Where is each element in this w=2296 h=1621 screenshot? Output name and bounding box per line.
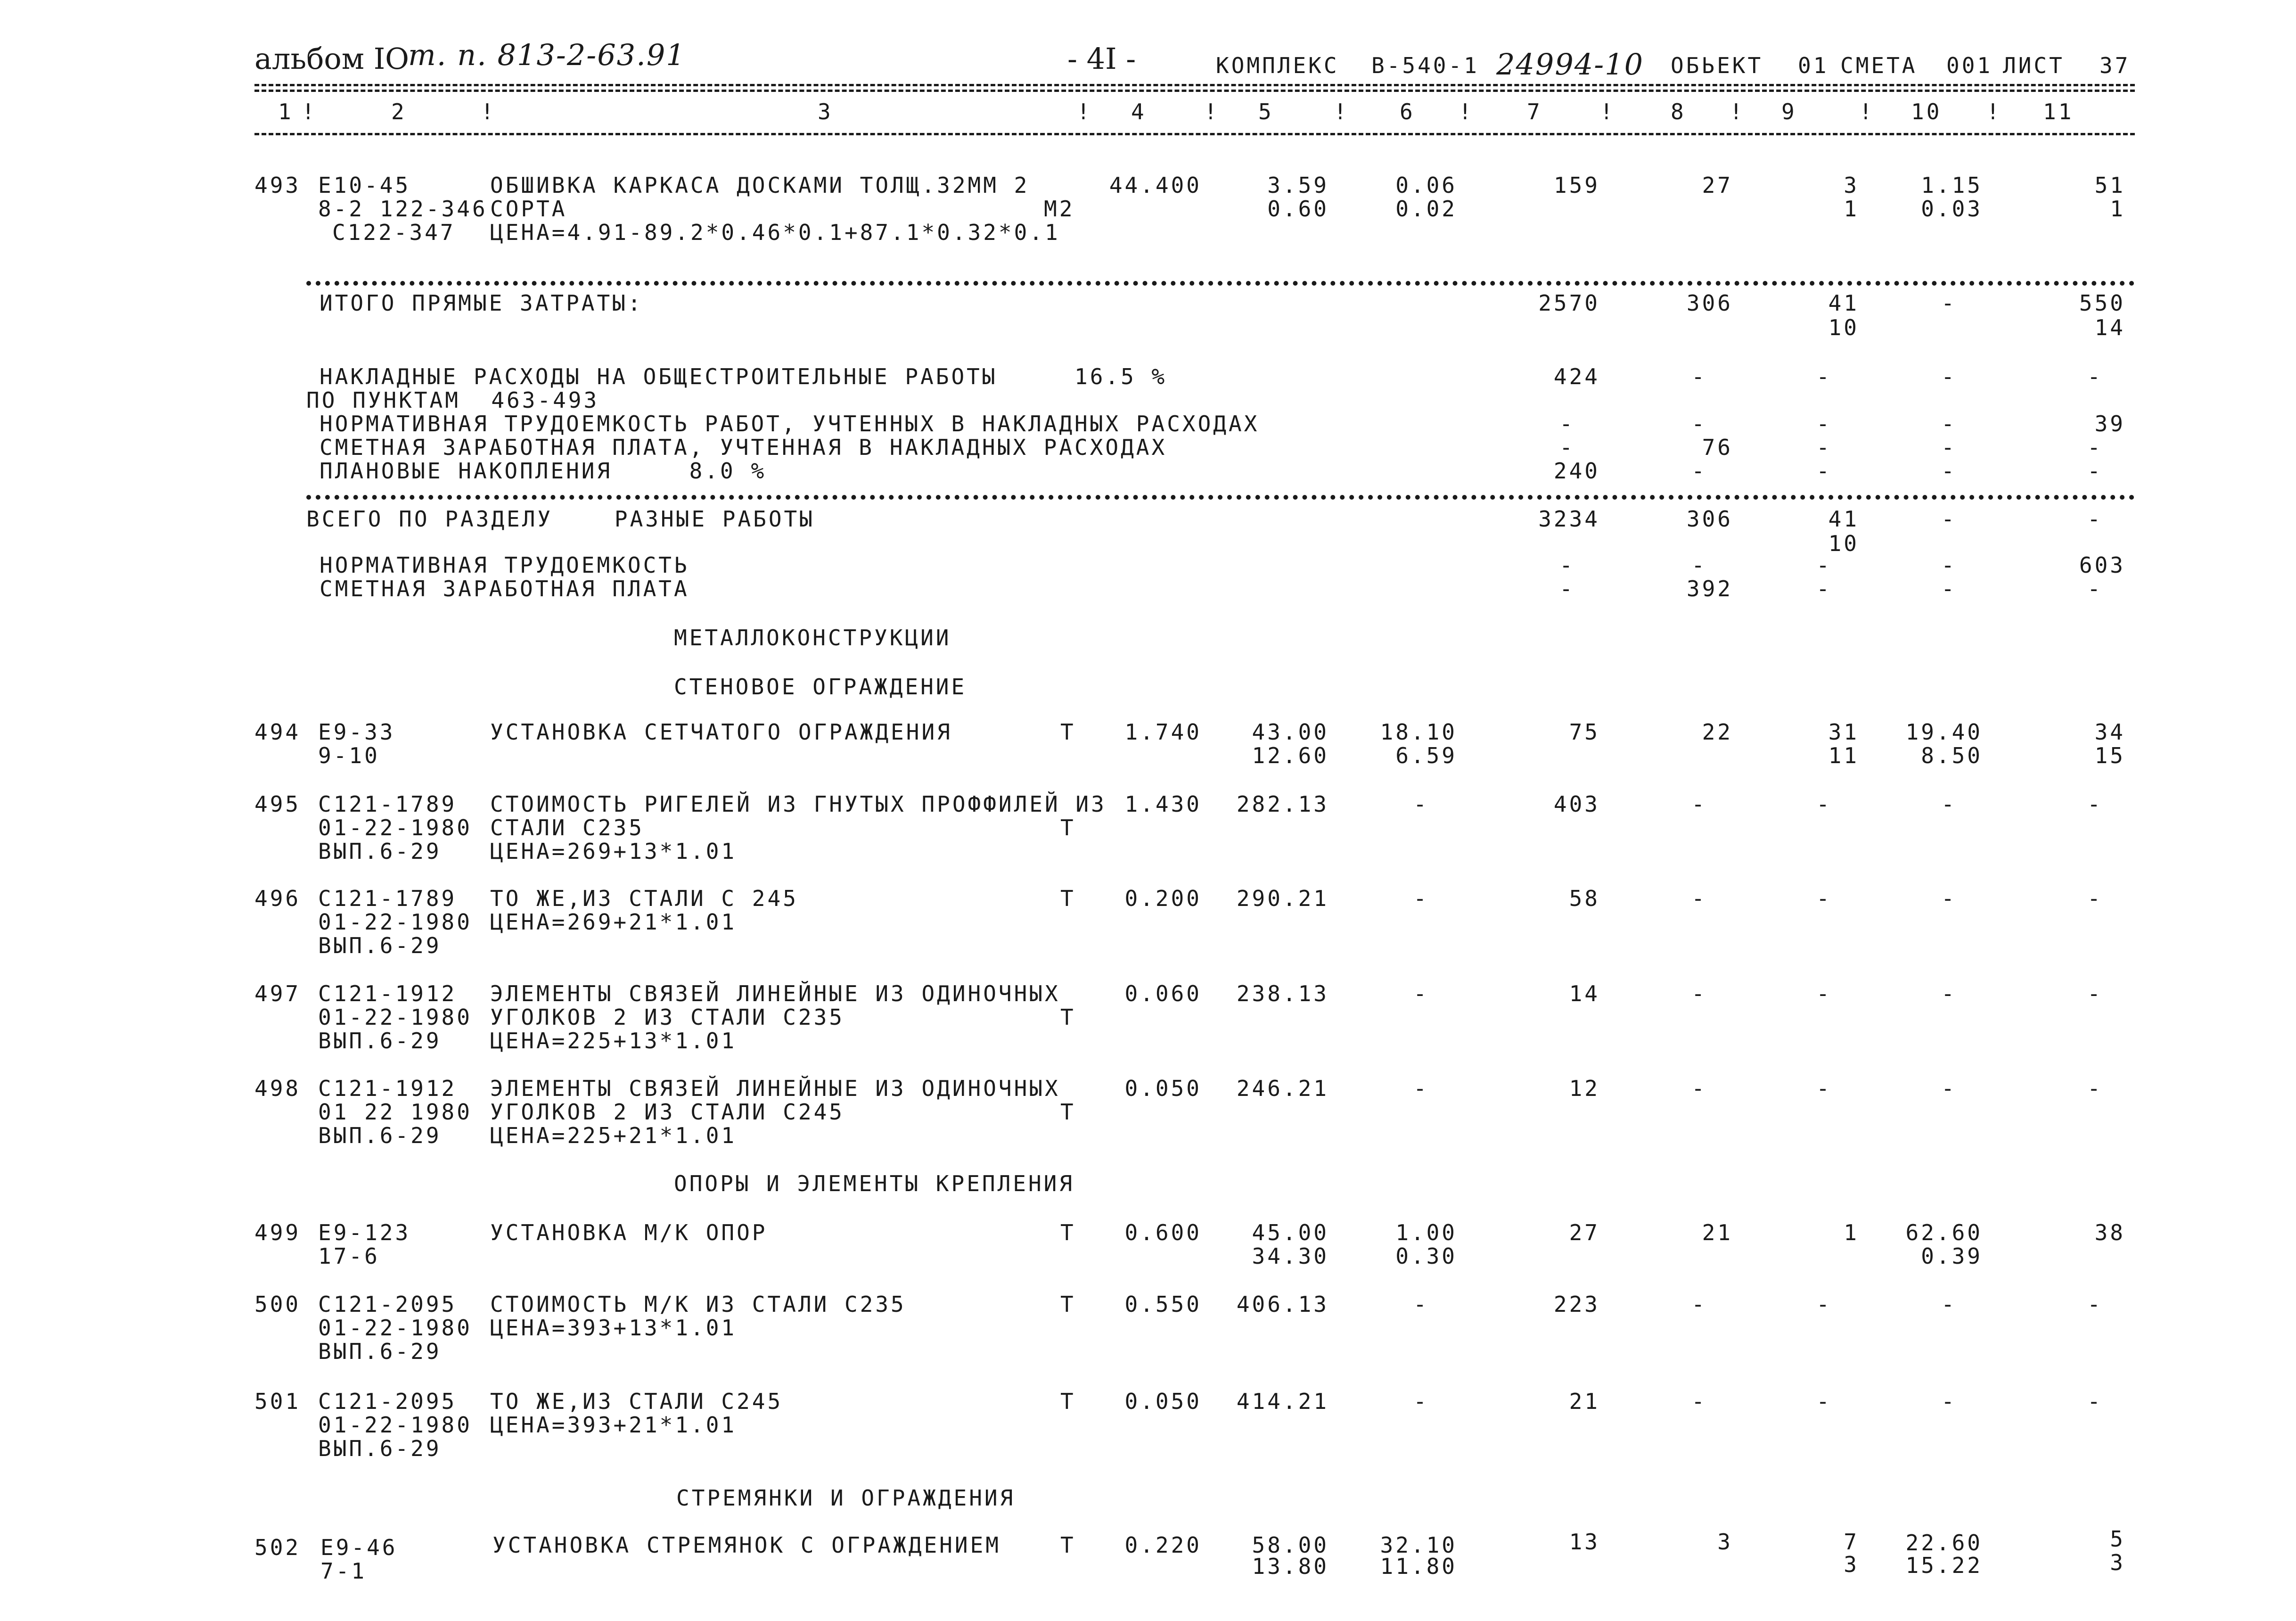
row-qty: 0.060 (1124, 981, 1202, 1006)
row-c11: 38 (2094, 1220, 2125, 1245)
row-c11: - (2087, 981, 2103, 1006)
tp-code: т. п. 813-2-63.91 (408, 38, 686, 72)
row-c8: 21 (1702, 1220, 1733, 1245)
row-code: Е10-45 (318, 173, 411, 198)
row-code: С122-347 (332, 220, 456, 245)
row-c9: - (1816, 1292, 1832, 1317)
row-qty: 0.550 (1124, 1292, 1202, 1317)
row-code: Е9-33 (318, 719, 395, 745)
row-c11: - (2087, 1292, 2103, 1317)
total-c9: 10 (1828, 315, 1859, 340)
row-c6: 0.30 (1395, 1243, 1457, 1269)
row-desc: ЭЛЕМЕНТЫ СВЯЗЕЙ ЛИНЕЙНЫЕ ИЗ ОДИНОЧНЫХ (490, 1076, 1060, 1101)
col-header-8: 8 (1671, 99, 1686, 124)
row-c7: 403 (1553, 791, 1600, 817)
row-number: 496 (254, 886, 301, 911)
col-header-6: 6 (1400, 99, 1415, 124)
row-qty: 0.600 (1124, 1220, 1202, 1245)
row-c10: 62.60 (1905, 1220, 1983, 1245)
col-sep: ! (302, 99, 317, 124)
row-c5: 406.13 (1236, 1292, 1329, 1317)
row-desc: ЦЕНА=225+13*1.01 (490, 1028, 737, 1053)
row-desc: ЭЛЕМЕНТЫ СВЯЗЕЙ ЛИНЕЙНЫЕ ИЗ ОДИНОЧНЫХ (490, 981, 1060, 1006)
row-c6: - (1413, 791, 1429, 817)
row-c5: 290.21 (1236, 886, 1329, 911)
col-header-1: 1 (278, 99, 294, 124)
row-code: ВЫП.6-29 (318, 839, 442, 864)
col-header-7: 7 (1527, 99, 1542, 124)
row-c8: - (1691, 1389, 1707, 1414)
section-c7: 3234 (1538, 506, 1600, 532)
row-c5: 34.30 (1252, 1243, 1329, 1269)
page-number: - 4I - (1067, 41, 1136, 76)
row-c7: 58 (1569, 886, 1600, 911)
row-qty: 0.050 (1124, 1389, 1202, 1414)
row-c9: - (1816, 886, 1832, 911)
row-c9: 11 (1828, 743, 1859, 768)
row-c11: - (2087, 1076, 2103, 1101)
col-header-4: 4 (1131, 99, 1147, 124)
row-code: С121-1789 (318, 791, 457, 817)
row-c11: 3 (2110, 1550, 2125, 1575)
section-label: ВСЕГО ПО РАЗДЕЛУ РАЗНЫЕ РАБОТЫ (306, 506, 815, 532)
row-c6: - (1413, 1076, 1429, 1101)
row-code: Е9-123 (318, 1220, 411, 1245)
row-c5: 45.00 (1252, 1220, 1329, 1245)
row-code: С121-1912 (318, 981, 457, 1006)
row-unit: Т (1060, 719, 1076, 745)
row-c8: - (1691, 886, 1707, 911)
total-c8: 306 (1686, 290, 1733, 316)
section-heading-wall: СТЕНОВОЕ ОГРАЖДЕНИЕ (674, 674, 967, 699)
row-code: 01-22-1980 (318, 815, 472, 840)
smeta-label: СМЕТА (1840, 53, 1918, 78)
rule-top (254, 84, 2135, 86)
col-sep: ! (1204, 99, 1220, 124)
section-c11: - (2087, 506, 2103, 532)
complex-label: КОМПЛЕКС (1216, 53, 1339, 78)
total-c11: 550 (2079, 290, 2125, 316)
row-c10: - (1941, 1076, 1957, 1101)
savings-c11: - (2087, 458, 2103, 484)
row-c7: 14 (1569, 981, 1600, 1006)
section-c10: - (1941, 506, 1957, 532)
overhead-c9: - (1816, 364, 1832, 389)
row-c6: 32.10 (1380, 1532, 1457, 1558)
row-unit: М2 (1044, 196, 1075, 222)
row-c11: 51 (2094, 173, 2125, 198)
row-desc: СТОИМОСТЬ М/К ИЗ СТАЛИ С235 (490, 1292, 906, 1317)
row-c8: - (1691, 1292, 1707, 1317)
sheet-label: ЛИСТ (2003, 53, 2065, 78)
row-code: С121-1789 (318, 886, 457, 911)
row-number: 493 (254, 173, 301, 198)
row-code: 01-22-1980 (318, 1004, 472, 1030)
col-header-3: 3 (818, 99, 833, 124)
total-c11: 14 (2094, 315, 2125, 340)
row-c5: 282.13 (1236, 791, 1329, 817)
row-c10: 8.50 (1921, 743, 1983, 768)
col-sep: ! (1730, 99, 1745, 124)
dotted-separator (306, 495, 2135, 500)
row-c11: 5 (2110, 1526, 2125, 1552)
row-c5: 43.00 (1252, 719, 1329, 745)
object-value: 01 (1798, 53, 1829, 78)
row-number: 495 (254, 791, 301, 817)
row-unit: Т (1060, 1004, 1076, 1030)
savings-c7: 240 (1553, 458, 1600, 484)
section-heading-supports: ОПОРЫ И ЭЛЕМЕНТЫ КРЕПЛЕНИЯ (674, 1171, 1075, 1196)
rule-header-bottom (254, 133, 2135, 135)
row-code: ВЫП.6-29 (318, 1436, 442, 1461)
row-c9: - (1816, 1389, 1832, 1414)
labor-c10: - (1941, 552, 1957, 578)
savings-label: ПЛАНОВЫЕ НАКОПЛЕНИЯ 8.0 % (320, 458, 767, 484)
row-qty: 1.430 (1124, 791, 1202, 817)
labor-c7: - (1559, 552, 1575, 578)
row-number: 500 (254, 1292, 301, 1317)
row-code: 7-1 (320, 1558, 367, 1584)
row-c9: 1 (1844, 196, 1859, 222)
wage-label: СМЕТНАЯ ЗАРАБОТНАЯ ПЛАТА (320, 576, 689, 601)
row-desc: ТО ЖЕ,ИЗ СТАЛИ С245 (490, 1389, 783, 1414)
wage-overhead-c11: - (2087, 435, 2103, 460)
row-c9: - (1816, 1076, 1832, 1101)
row-c10: - (1941, 791, 1957, 817)
labor-overhead-c9: - (1816, 411, 1832, 436)
row-c11: - (2087, 886, 2103, 911)
row-c6: 18.10 (1380, 719, 1457, 745)
col-header-2: 2 (391, 99, 407, 124)
section-c8: 306 (1686, 506, 1733, 532)
row-c5: 3.59 (1267, 173, 1329, 198)
row-c8: 27 (1702, 173, 1733, 198)
labor-overhead-c11: 39 (2094, 411, 2125, 436)
row-c8: 3 (1717, 1529, 1733, 1555)
wage-overhead-c8: 76 (1702, 435, 1733, 460)
wage-c9: - (1816, 576, 1832, 601)
row-qty: 0.050 (1124, 1076, 1202, 1101)
wage-overhead-c10: - (1941, 435, 1957, 460)
total-c9: 41 (1828, 290, 1859, 316)
row-c5: 13.80 (1252, 1554, 1329, 1579)
row-c9: 7 (1844, 1529, 1859, 1555)
section-c9: 10 (1828, 531, 1859, 556)
row-desc: СТОИМОСТЬ РИГЕЛЕЙ ИЗ ГНУТЫХ ПРОФФИЛЕЙ ИЗ (490, 791, 1107, 817)
row-c9: 31 (1828, 719, 1859, 745)
row-code: Е9-46 (320, 1535, 398, 1560)
overhead-label: НАКЛАДНЫЕ РАСХОДЫ НА ОБЩЕСТРОИТЕЛЬНЫЕ РАБОТЫ 16.5 % (320, 364, 1167, 389)
row-c10: 1.15 (1921, 173, 1983, 198)
row-c8: - (1691, 791, 1707, 817)
row-c6: 0.02 (1395, 196, 1457, 222)
row-c6: - (1413, 1292, 1429, 1317)
col-header-5: 5 (1258, 99, 1274, 124)
row-c5: 246.21 (1236, 1076, 1329, 1101)
row-desc: УСТАНОВКА СЕТЧАТОГО ОГРАЖДЕНИЯ (490, 719, 952, 745)
wage-c7: - (1559, 576, 1575, 601)
labor-overhead-label: НОРМАТИВНАЯ ТРУДОЕМКОСТЬ РАБОТ, УЧТЕННЫХ В НАКЛАДНЫХ РАСХОДАХ (320, 411, 1260, 436)
wage-overhead-label: СМЕТНАЯ ЗАРАБОТНАЯ ПЛАТА, УЧТЕННАЯ В НАКЛАДНЫХ РАСХОДАХ (320, 435, 1167, 460)
smeta-value: 001 (1946, 53, 1993, 78)
row-c10: 22.60 (1905, 1530, 1983, 1555)
row-c7: 75 (1569, 719, 1600, 745)
complex-code: В-540-1 (1371, 53, 1479, 78)
row-desc: УГОЛКОВ 2 ИЗ СТАЛИ С235 (490, 1004, 845, 1030)
row-code: С121-1912 (318, 1076, 457, 1101)
row-unit: Т (1060, 1220, 1076, 1245)
row-code: 01-22-1980 (318, 909, 472, 935)
labor-c11: 603 (2079, 552, 2125, 578)
total-label: ИТОГО ПРЯМЫЕ ЗАТРАТЫ: (320, 290, 643, 316)
row-c9: - (1816, 791, 1832, 817)
row-c7: 159 (1553, 173, 1600, 198)
col-sep: ! (1077, 99, 1092, 124)
row-qty: 0.220 (1124, 1532, 1202, 1558)
row-c11: 1 (2110, 196, 2125, 222)
overhead-scope: ПО ПУНКТАМ 463-493 (306, 387, 599, 413)
row-c10: 15.22 (1905, 1553, 1983, 1578)
row-c8: - (1691, 981, 1707, 1006)
row-c6: 11.80 (1380, 1554, 1457, 1579)
row-c10: 0.03 (1921, 196, 1983, 222)
row-c6: 6.59 (1395, 743, 1457, 768)
row-c11: - (2087, 791, 2103, 817)
col-header-9: 9 (1781, 99, 1797, 124)
col-sep: ! (1986, 99, 2002, 124)
row-code: 01-22-1980 (318, 1315, 472, 1341)
savings-c9: - (1816, 458, 1832, 484)
row-code: 01-22-1980 (318, 1412, 472, 1438)
wage-c8: 392 (1686, 576, 1733, 601)
row-c10: - (1941, 981, 1957, 1006)
section-heading-metal: МЕТАЛЛОКОНСТРУКЦИИ (674, 625, 951, 650)
row-number: 498 (254, 1076, 301, 1101)
row-code: 17-6 (318, 1243, 380, 1269)
row-number: 494 (254, 719, 301, 745)
row-c5: 12.60 (1252, 743, 1329, 768)
labor-overhead-c10: - (1941, 411, 1957, 436)
row-unit: Т (1060, 1532, 1076, 1558)
col-sep: ! (1859, 99, 1875, 124)
row-c7: 223 (1553, 1292, 1600, 1317)
row-desc: СОРТА (490, 196, 567, 222)
overhead-c7: 424 (1553, 364, 1600, 389)
album-label: альбом IO (254, 41, 410, 76)
row-desc: УСТАНОВКА СТРЕМЯНОК С ОГРАЖДЕНИЕМ (492, 1532, 1001, 1558)
savings-c10: - (1941, 458, 1957, 484)
sheet-number: 37 (2099, 53, 2131, 78)
row-c9: 3 (1844, 173, 1859, 198)
wage-c10: - (1941, 576, 1957, 601)
row-c10: - (1941, 1292, 1957, 1317)
row-code: 01 22 1980 (318, 1099, 472, 1125)
row-desc: ЦЕНА=393+13*1.01 (490, 1315, 737, 1341)
row-unit: Т (1060, 1099, 1076, 1125)
row-code: С121-2095 (318, 1389, 457, 1414)
labor-label: НОРМАТИВНАЯ ТРУДОЕМКОСТЬ (320, 552, 689, 578)
section-c9: 41 (1828, 506, 1859, 532)
row-c11: 34 (2094, 719, 2125, 745)
row-c9: 1 (1844, 1220, 1859, 1245)
row-qty: 0.200 (1124, 886, 1202, 911)
row-c11: 15 (2094, 743, 2125, 768)
row-unit: Т (1060, 886, 1076, 911)
row-number: 499 (254, 1220, 301, 1245)
row-c10: - (1941, 886, 1957, 911)
row-desc: ЦЕНА=269+13*1.01 (490, 839, 737, 864)
wage-overhead-c9: - (1816, 435, 1832, 460)
row-c11: - (2087, 1389, 2103, 1414)
overhead-c8: - (1691, 364, 1707, 389)
row-code: ВЫП.6-29 (318, 1123, 442, 1148)
row-desc: ЦЕНА=4.91-89.2*0.46*0.1+87.1*0.32*0.1 (490, 220, 1060, 245)
row-desc: ЦЕНА=225+21*1.01 (490, 1123, 737, 1148)
row-desc: УГОЛКОВ 2 ИЗ СТАЛИ С245 (490, 1099, 845, 1125)
row-c10: 19.40 (1905, 719, 1983, 745)
row-c6: - (1413, 1389, 1429, 1414)
overhead-c10: - (1941, 364, 1957, 389)
total-c7: 2570 (1538, 290, 1600, 316)
row-number: 502 (254, 1535, 301, 1560)
row-c7: 13 (1569, 1529, 1600, 1555)
labor-overhead-c8: - (1691, 411, 1707, 436)
row-c5: 238.13 (1236, 981, 1329, 1006)
row-c10: - (1941, 1389, 1957, 1414)
total-c10: - (1941, 290, 1957, 316)
row-c6: 1.00 (1395, 1220, 1457, 1245)
row-unit: Т (1060, 1292, 1076, 1317)
row-code: 8-2 122-346 (318, 196, 488, 222)
col-sep: ! (1459, 99, 1474, 124)
section-heading-ladders: СТРЕМЯНКИ И ОГРАЖДЕНИЯ (676, 1485, 1016, 1511)
row-code: ВЫП.6-29 (318, 1339, 442, 1364)
row-c5: 0.60 (1267, 196, 1329, 222)
row-number: 497 (254, 981, 301, 1006)
dotted-separator (306, 281, 2135, 286)
col-header-10: 10 (1911, 99, 1942, 124)
labor-c8: - (1691, 552, 1707, 578)
col-sep: ! (481, 99, 496, 124)
wage-overhead-c7: - (1559, 435, 1575, 460)
row-c6: - (1413, 886, 1429, 911)
row-c9: - (1816, 981, 1832, 1006)
row-code: 9-10 (318, 743, 380, 768)
row-code: С121-2095 (318, 1292, 457, 1317)
object-label: ОБЬЕКТ (1671, 53, 1763, 78)
row-c5: 58.00 (1252, 1532, 1329, 1558)
wage-c11: - (2087, 576, 2103, 601)
rule-top-2 (254, 90, 2135, 92)
col-sep: ! (1334, 99, 1349, 124)
handwritten-number: 24994-10 (1496, 47, 1644, 82)
row-c6: 0.06 (1395, 173, 1457, 198)
overhead-c11: - (2087, 364, 2103, 389)
row-desc: СТАЛИ С235 (490, 815, 644, 840)
row-qty: 1.740 (1124, 719, 1202, 745)
row-c8: - (1691, 1076, 1707, 1101)
row-c7: 12 (1569, 1076, 1600, 1101)
row-unit: Т (1060, 815, 1076, 840)
row-unit: Т (1060, 1389, 1076, 1414)
row-code: ВЫП.6-29 (318, 1028, 442, 1053)
row-c10: 0.39 (1921, 1243, 1983, 1269)
row-c7: 21 (1569, 1389, 1600, 1414)
savings-c8: - (1691, 458, 1707, 484)
labor-overhead-c7: - (1559, 411, 1575, 436)
row-desc: ЦЕНА=393+21*1.01 (490, 1412, 737, 1438)
row-c6: - (1413, 981, 1429, 1006)
col-sep: ! (1600, 99, 1615, 124)
row-number: 501 (254, 1389, 301, 1414)
row-desc: ТО ЖЕ,ИЗ СТАЛИ С 245 (490, 886, 798, 911)
labor-c9: - (1816, 552, 1832, 578)
row-qty: 44.400 (1109, 173, 1202, 198)
row-c8: 22 (1702, 719, 1733, 745)
row-desc: ЦЕНА=269+21*1.01 (490, 909, 737, 935)
row-desc: ОБШИВКА КАРКАСА ДОСКАМИ ТОЛЩ.32ММ 2 (490, 173, 1030, 198)
row-c9: 3 (1844, 1552, 1859, 1577)
row-desc: УСТАНОВКА М/К ОПОР (490, 1220, 768, 1245)
row-c7: 27 (1569, 1220, 1600, 1245)
row-code: ВЫП.6-29 (318, 933, 442, 958)
col-header-11: 11 (2043, 99, 2074, 124)
row-c5: 414.21 (1236, 1389, 1329, 1414)
